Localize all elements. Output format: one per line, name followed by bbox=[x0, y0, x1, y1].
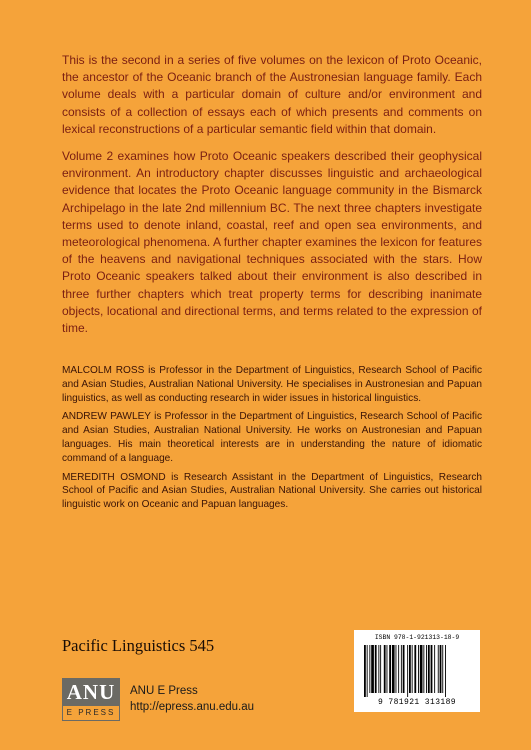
author-bios bbox=[62, 364, 482, 517]
isbn-label: ISBN 978-1-921313-18-9 bbox=[374, 634, 460, 641]
blurb-paragraph-volume: Volume 2 examines how Proto Oceanic speakers described their geophysical environment. An introductory chapter discusses linguistic and archaeological evidence that locates the Proto Oceanic language community in the Bismarck Archipelago in the late 2nd millennium BC. The next three chapters investigate terms used to denote inland, coastal, reef and open sea environments, and meteorological phenomena. A further chapter examines the lexicon for features of the heavens and navigational techniques associated with the stars. How Proto Oceanic speakers talked about their environment is also described in three further chapters which treat property terms for describing inanimate objects, locational and directional terms, and terms related to the expression of time. bbox=[62, 149, 482, 336]
logo-epress-text: E PRESS bbox=[62, 706, 120, 721]
back-cover-blurb bbox=[62, 52, 482, 347]
barcode-icon bbox=[364, 645, 470, 697]
blurb-paragraph-series: This is the second in a series of five volumes on the lexicon of Proto Oceanic, the ancestor of the Oceanic branch of the Austronesian language family. Each volume deals with a particular domain of culture and/or environment and consists of a collection of essays each of which presents and comments on lexical reconstructions of a particular semantic field within that domain. bbox=[62, 53, 482, 136]
publisher-name: ANU E Press bbox=[130, 685, 198, 697]
publisher-url[interactable]: http://epress.anu.edu.au bbox=[130, 701, 255, 713]
publisher-info bbox=[130, 683, 254, 715]
series-title: Pacific Linguistics 545 bbox=[62, 636, 215, 655]
bio-andrew-pawley: ANDREW PAWLEY is Professor in the Department of Linguistics, Research School of Pacific and Asian Studies, Australian National University. He works on Austronesian and Papuan languages. His main theoretical interests are in understanding the nature of idiomatic command of a language. bbox=[62, 411, 482, 464]
bio-malcolm-ross: MALCOLM ROSS is Professor in the Department of Linguistics, Research School of Pacific and Asian Studies, Australian National University. He specialises in Austronesian and Papuan linguistics, as well as conducting research in wider issues in historical linguistics. bbox=[62, 365, 482, 404]
bio-meredith-osmond: MEREDITH OSMOND is Research Assistant in the Department of Linguistics, Research School of Pacific and Asian Studies, Australian National University. She carries out historical linguistic work on Oceanic and Papuan languages. bbox=[62, 471, 482, 511]
barcode-number: 9 781921 313189 bbox=[377, 698, 456, 707]
anu-epress-logo bbox=[62, 678, 120, 722]
isbn-barcode-box bbox=[354, 630, 480, 712]
logo-anu-text: ANU bbox=[62, 678, 120, 706]
